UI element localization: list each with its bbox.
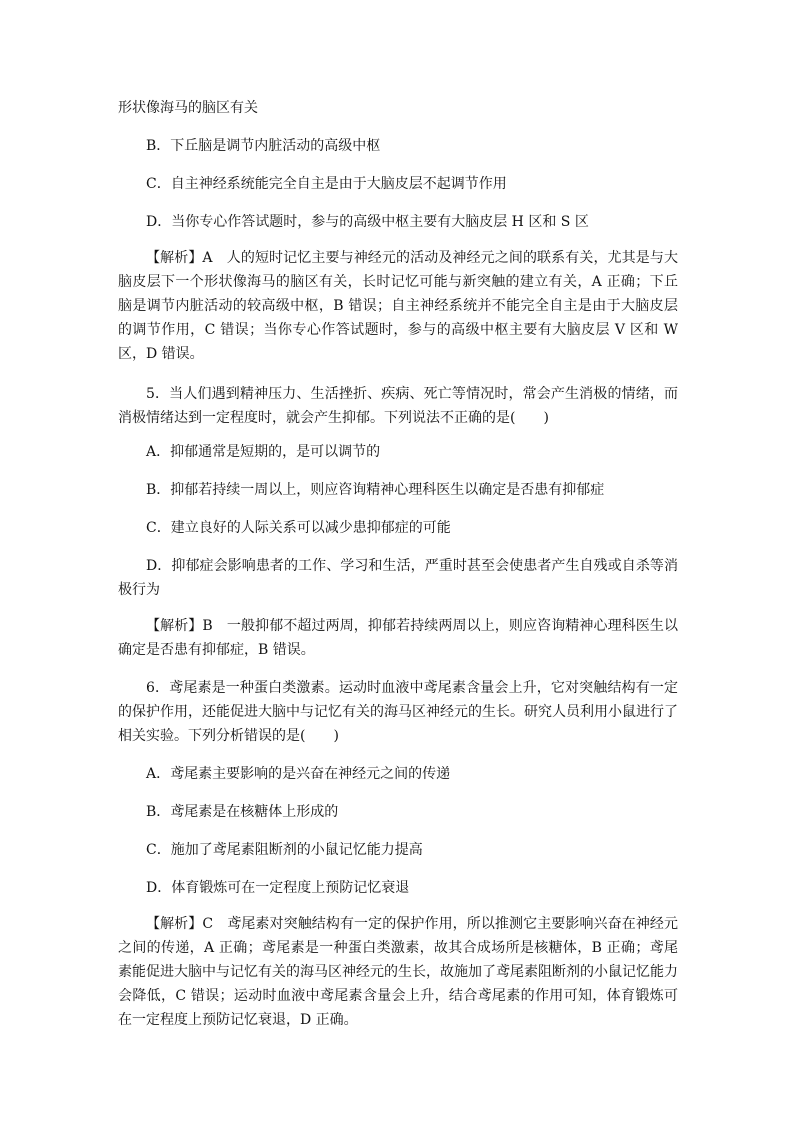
q4-stem-continuation: 形状像海马的脑区有关 — [118, 100, 258, 116]
q6-option-b: B．鸢尾素是在核糖体上形成的 — [146, 804, 339, 820]
q5-option-b: B．抑郁若持续一周以上，则应咨询精神心理科医生以确定是否患有抑郁症 — [146, 482, 605, 498]
q6-option-c: C．施加了鸢尾素阻断剂的小鼠记忆能力提高 — [146, 842, 423, 858]
q6-option-d: D．体育锻炼可在一定程度上预防记忆衰退 — [146, 880, 410, 896]
analysis-tag: 【解析】 — [146, 916, 203, 932]
q5-analysis — [118, 614, 678, 662]
q5-analysis-text: B 一般抑郁不超过两周，抑郁若持续两周以上，则应咨询精神心理科医生以确定是否患有抑郁症，B 错误。 — [118, 618, 678, 658]
q5-option-c: C．建立良好的人际关系可以减少患抑郁症的可能 — [146, 520, 451, 536]
q5-option-a: A．抑郁通常是短期的，是可以调节的 — [146, 444, 381, 460]
q4-analysis — [118, 246, 678, 366]
q5-stem: 5．当人们遇到精神压力、生活挫折、疾病、死亡等情况时，常会产生消极的情绪，而消极情绪达到一定程度时，就会产生抑郁。下列说法不正确的是( ) — [118, 386, 678, 426]
q4-option-c: C．自主神经系统能完全自主是由于大脑皮层不起调节作用 — [146, 176, 507, 192]
q6-analysis — [118, 912, 678, 1032]
analysis-tag: 【解析】 — [146, 250, 203, 266]
q6-stem: 6．鸢尾素是一种蛋白类激素。运动时血液中鸢尾素含量会上升，它对突触结构有一定的保护作用，还能促进大脑中与记忆有关的海马区神经元的生长。研究人员利用小鼠进行了相关实验。下列分析错误的是( ) — [118, 680, 678, 744]
analysis-tag: 【解析】 — [146, 618, 203, 634]
q6-option-a: A．鸢尾素主要影响的是兴奋在神经元之间的传递 — [146, 766, 451, 782]
q6-analysis-text: C 鸢尾素对突触结构有一定的保护作用，所以推测它主要影响兴奋在神经元之间的传递，A 正确；鸢尾素是一种蛋白类激素，故其合成场所是核糖体，B 正确；鸢尾素能促进大脑中与记忆有关的海马区神经元的生长，故施加了鸢尾素阻断剂的小鼠记忆能力会降低，C 错误；运动时血液中鸢尾素含量会上升，结合鸢尾素的作用可知，体育锻炼可在一定程度上预防记忆衰退，D 正确。 — [118, 916, 678, 1028]
q4-option-b: B．下丘脑是调节内脏活动的高级中枢 — [146, 138, 381, 154]
q4-option-d: D．当你专心作答试题时，参与的高级中枢主要有大脑皮层 H 区和 S 区 — [146, 214, 589, 230]
q5-option-d: D．抑郁症会影响患者的工作、学习和生活，严重时甚至会使患者产生自残或自杀等消极行为 — [118, 558, 678, 598]
q4-analysis-text: A 人的短时记忆主要与神经元的活动及神经元之间的联系有关，尤其是与大脑皮层下一个形状像海马的脑区有关，长时记忆可能与新突触的建立有关，A 正确；下丘脑是调节内脏活动的较高级中枢，B 错误；自主神经系统并不能完全自主是由于大脑皮层的调节作用，C 错误；当你专心作答试题时，参与的高级中枢主要有大脑皮层 V 区和 W 区，D 错误。 — [118, 250, 679, 362]
